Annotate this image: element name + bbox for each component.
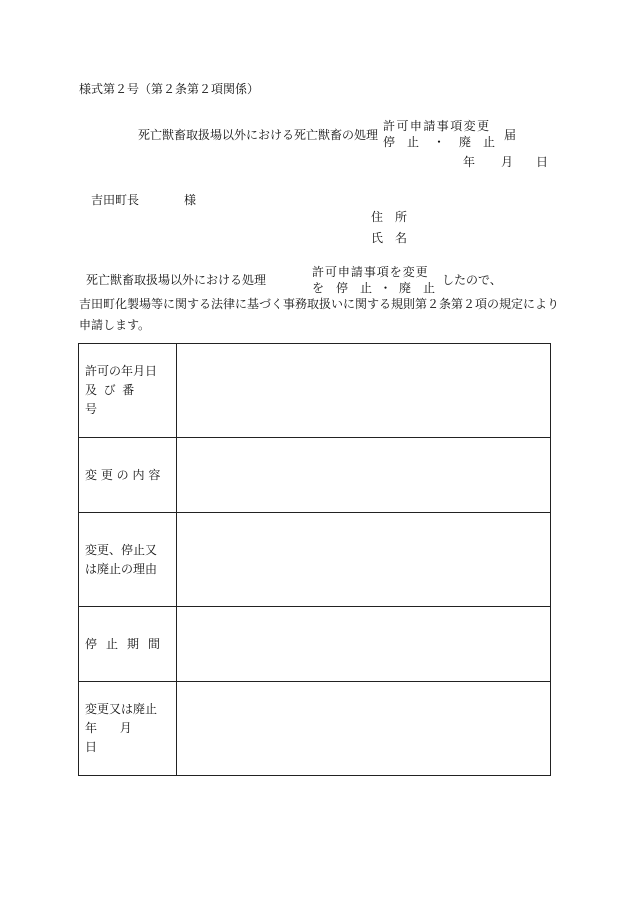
label-line: 停止期間 bbox=[85, 636, 170, 651]
label-reason bbox=[79, 513, 177, 607]
title-choice-bottom bbox=[383, 133, 495, 150]
table-row bbox=[79, 344, 551, 438]
body-choice-dot: ・ bbox=[379, 281, 392, 295]
title-suffix: 届 bbox=[504, 128, 517, 142]
table-row bbox=[79, 682, 551, 776]
permit-date-number-field[interactable] bbox=[177, 344, 551, 438]
table-row bbox=[79, 607, 551, 682]
body-prefix: 死亡獣畜取扱場以外における処理 bbox=[86, 273, 267, 287]
body-choice-top: 許可申請事項を変更 bbox=[312, 265, 429, 279]
body-suffix: したので、 bbox=[442, 273, 502, 287]
body-choice-abolish: 廃 止 bbox=[398, 281, 435, 295]
table-row bbox=[79, 438, 551, 513]
table-row bbox=[79, 513, 551, 607]
body-line-2: 吉田町化製場等に関する法律に基づく事務取扱いに関する規則第２条第２項の規定により bbox=[79, 297, 560, 311]
label-suspension-period bbox=[79, 607, 177, 682]
body-line-3: 申請します。 bbox=[79, 318, 151, 332]
label-line: 変更の内容 bbox=[85, 467, 165, 482]
title-choice-top: 許可申請事項変更 bbox=[383, 119, 491, 133]
label-change-abolish-date bbox=[79, 682, 177, 776]
label-line: 年月日 bbox=[85, 721, 155, 754]
label-line: 及び番号 bbox=[85, 383, 141, 416]
reason-field[interactable] bbox=[177, 513, 551, 607]
body-choice-stop: を 停 止 bbox=[312, 281, 373, 295]
label-line: 許可の年月日 bbox=[85, 364, 158, 378]
label-line: 変更、停止又 bbox=[85, 542, 158, 557]
applicant-name-label: 氏 名 bbox=[371, 231, 408, 245]
title-choice-dot: ・ bbox=[432, 135, 445, 149]
suspension-period-field[interactable] bbox=[177, 607, 551, 682]
change-abolish-date-field[interactable] bbox=[177, 682, 551, 776]
title-choice-abolish: 廃 止 bbox=[458, 135, 495, 149]
form-number: 様式第２号（第２条第２項関係） bbox=[79, 82, 260, 96]
body-choice-bottom bbox=[312, 279, 435, 296]
title-choice-stop: 停 止 bbox=[383, 135, 420, 149]
date-day: 日 bbox=[536, 155, 549, 169]
label-line: は廃止の理由 bbox=[85, 561, 158, 576]
date-year: 年 bbox=[463, 155, 476, 169]
addressee-honorific: 様 bbox=[184, 193, 197, 207]
application-table bbox=[78, 343, 551, 776]
address-label: 住 所 bbox=[371, 210, 408, 224]
label-permit-date-number bbox=[79, 344, 177, 438]
label-line: 変更又は廃止 bbox=[85, 702, 158, 716]
title-prefix: 死亡獣畜取扱場以外における死亡獣畜の処理 bbox=[138, 128, 379, 142]
date-month: 月 bbox=[501, 155, 514, 169]
label-change-content bbox=[79, 438, 177, 513]
addressee-name: 吉田町長 bbox=[91, 193, 140, 207]
change-content-field[interactable] bbox=[177, 438, 551, 513]
